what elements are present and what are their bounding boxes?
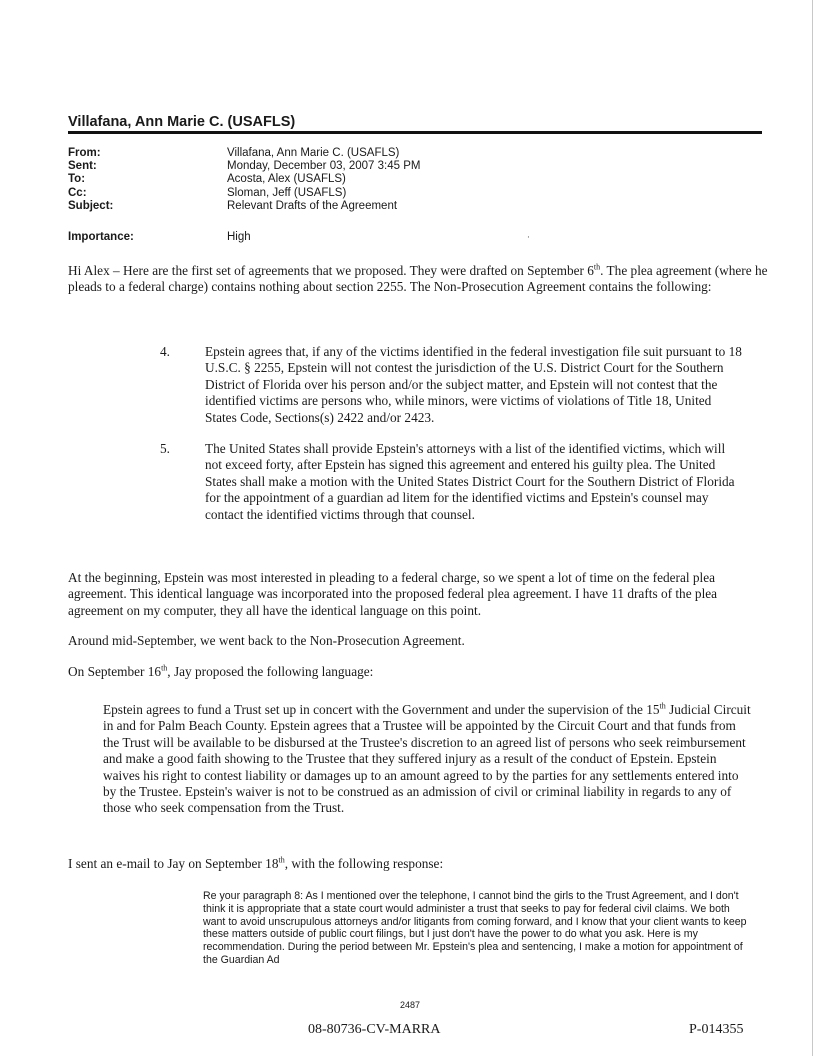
sept16-text-b: , Jay proposed the following language: — [167, 664, 374, 679]
sender-heading: Villafana, Ann Marie C. (USAFLS) — [68, 114, 296, 130]
scan-mark: · — [527, 233, 530, 243]
bates-number: P-014355 — [689, 1022, 744, 1037]
beginning-paragraph: At the beginning, Epstein was most interested in pleading to a federal charge, so we spent a lot of time on the federal plea agreement. This identical language was incorporated into the proposed federal plea agreement. I have 11 drafts of the plea agreement on my computer, they all have the identical language on this point. — [68, 570, 718, 618]
subject-value: Relevant Drafts of the Agreement — [227, 199, 398, 212]
page-number: 2487 — [400, 1000, 421, 1010]
from-label: From: — [68, 147, 101, 159]
sept18-superscript: th — [278, 855, 285, 865]
sept16-superscript: th — [161, 663, 168, 673]
subject-label: Subject: — [68, 199, 114, 212]
importance-value: High — [227, 231, 251, 243]
heading-rule — [68, 131, 762, 134]
from-value: Villafana, Ann Marie C. (USAFLS) — [227, 147, 400, 159]
sept18-text-b: , with the following response: — [284, 856, 444, 871]
intro-text-a: Hi Alex – Here are the first set of agreements that we proposed. They were drafted on September 6 — [68, 263, 594, 278]
sent-label: Sent: — [68, 160, 97, 173]
cc-label: Cc: — [68, 186, 87, 199]
page-edge — [812, 0, 813, 1056]
september-18-paragraph — [68, 856, 768, 872]
importance-label: Importance: — [68, 231, 134, 243]
item-5-number: 5. — [160, 441, 170, 456]
intro-paragraph — [68, 263, 768, 296]
case-number: 08-80736-CV-MARRA — [308, 1022, 441, 1037]
quote-text-a: Epstein agrees to fund a Trust set up in concert with the Government and under the supervision of the 15 — [103, 702, 660, 717]
to-label: To: — [68, 173, 86, 186]
quote-superscript: th — [659, 701, 666, 711]
intro-text-b: . The plea agreement (where he pleads to a federal charge) contains nothing about section 2255. The Non-Prosecution Agreement contains the following: — [68, 263, 768, 295]
intro-superscript: th — [593, 262, 601, 272]
item-4-text: Epstein agrees that, if any of the victims identified in the federal investigation file suit pursuant to 18 U.S.C. § 2255, Epstein will not contest the jurisdiction of the U.S. District Court for the Southern District of Florida over his person and/or the subject matter, and Epstein will not contest that the identified victims are persons who, while minors, were victims of violations of Title 18, United States Code, Sections(s) 2422 and/or 2423. — [205, 344, 742, 425]
sept16-text-a: On September 16 — [68, 664, 162, 679]
sent-value: Monday, December 03, 2007 3:45 PM — [227, 160, 421, 173]
sept18-text-a: I sent an e-mail to Jay on September 18 — [68, 856, 279, 871]
item-5-text: The United States shall provide Epstein's attorneys with a list of the identified victims, which will not exceed forty, after Epstein has signed this agreement and entered his guilty plea. The United States shall make a motion with the United States District Court for the Southern District of Florida for the appointment of a guardian ad litem for the identified victims and Epstein's counsel may contact the identified victims through that counsel. — [205, 441, 735, 522]
cc-value: Sloman, Jeff (USAFLS) — [227, 186, 347, 199]
quote-text-b: Judicial Circuit in and for Palm Beach County. Epstein agrees that a Trustee will be appointed by the Circuit Court and that funds from the Trust will be available to be disbursed at the Trustee's discretion to an agreed list of persons who seek reimbursement and make a good faith showing to the Trustee that they suffered injury as a result of the conduct of Epstein. Epstein waives his right to contest liability or damages up to an amount agreed to by the parties for any settlements entered into by the Trustee. Epstein's waiver is not to be construed as an admission of civil or criminal liability in regards to any of those who seek compensation from the Trust. — [103, 702, 751, 816]
to-value: Acosta, Alex (USAFLS) — [227, 173, 346, 186]
email-response-quote: Re your paragraph 8: As I mentioned over the telephone, I cannot bind the girls to the Trust Agreement, and I don't think it is appropriate that a state court would administer a trust that seeks to pay for federal civil claims. We both want to avoid unscrupulous attorneys and/or litigants from coming forward, and I know that your client wants to keep these matters outside of public court filings, but I just don't have the power to do what you ask. Here is my recommendation. During the period between Mr. Epstein's plea and sentencing, I make a motion for appointment of the Guardian Ad — [203, 890, 747, 966]
september-16-paragraph — [68, 664, 768, 680]
item-4-number: 4. — [160, 344, 170, 359]
mid-september-paragraph: Around mid-September, we went back to the Non-Prosecution Agreement. — [68, 633, 465, 648]
proposed-language-quote — [103, 702, 753, 817]
